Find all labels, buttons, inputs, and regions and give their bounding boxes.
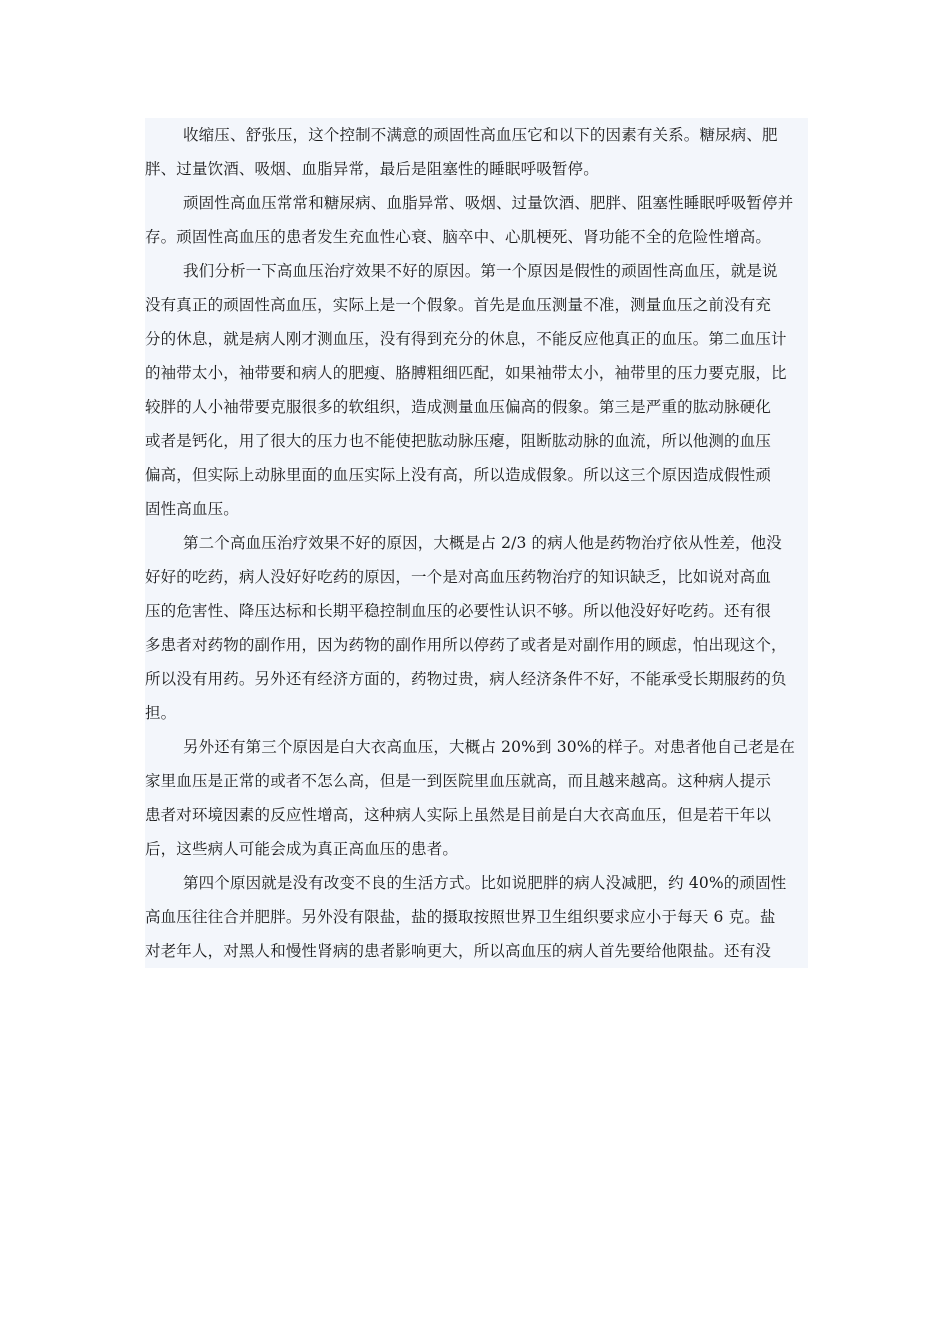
paragraph-3 — [145, 254, 808, 526]
text-line: 所以没有用药。另外还有经济方面的，药物过贵，病人经济条件不好，不能承受长期服药的负 — [145, 670, 787, 688]
text-line: 存。顽固性高血压的患者发生充血性心衰、脑卒中、心肌梗死、肾功能不全的危险性增高。 — [145, 228, 772, 246]
text-line: 收缩压、舒张压，这个控制不满意的顽固性高血压它和以下的因素有关系。糖尿病、肥 — [183, 126, 778, 144]
paragraph-2 — [145, 186, 808, 254]
text-line: 分的休息，就是病人刚才测血压，没有得到充分的休息，不能反应他真正的血压。第二血压计 — [145, 330, 787, 348]
paragraph-1 — [145, 118, 808, 186]
text-line: 家里血压是正常的或者不怎么高，但是一到医院里血压就高，而且越来越高。这种病人提示 — [145, 772, 772, 790]
text-line: 另外还有第三个原因是白大衣高血压，大概占 20%到 30%的样子。对患者他自己老是在 — [183, 738, 796, 756]
text-line: 或者是钙化，用了很大的压力也不能使把肱动脉压瘪，阻断肱动脉的血流，所以他测的血压 — [145, 432, 772, 450]
text-line: 第二个高血压治疗效果不好的原因，大概是占 2/3 的病人他是药物治疗依从性差，他没 — [183, 534, 782, 552]
text-line: 偏高，但实际上动脉里面的血压实际上没有高，所以造成假象。所以这三个原因造成假性顽 — [145, 466, 772, 484]
paragraph-4 — [145, 526, 808, 730]
text-line: 顽固性高血压常常和糖尿病、血脂异常、吸烟、过量饮酒、肥胖、阻塞性睡眠呼吸暂停并 — [183, 194, 794, 212]
text-line: 的袖带太小，袖带要和病人的肥瘦、胳膊粗细匹配，如果袖带太小，袖带里的压力要克服，比 — [145, 364, 787, 382]
text-line: 担。 — [145, 704, 177, 722]
text-line: 多患者对药物的副作用，因为药物的副作用所以停药了或者是对副作用的顾虑，怕出现这个， — [145, 636, 787, 654]
text-line: 压的危害性、降压达标和长期平稳控制血压的必要性认识不够。所以他没好好吃药。还有很 — [145, 602, 772, 620]
text-line: 较胖的人小袖带要克服很多的软组织，造成测量血压偏高的假象。第三是严重的肱动脉硬化 — [145, 398, 772, 416]
paragraph-6 — [145, 866, 808, 968]
paragraph-5 — [145, 730, 808, 866]
text-line: 我们分析一下高血压治疗效果不好的原因。第一个原因是假性的顽固性高血压，就是说 — [183, 262, 778, 280]
text-line: 高血压往往合并肥胖。另外没有限盐，盐的摄取按照世界卫生组织要求应小于每天 6 克。盐 — [145, 908, 776, 926]
text-line: 患者对环境因素的反应性增高，这种病人实际上虽然是目前是白大衣高血压，但是若干年以 — [145, 806, 772, 824]
text-line: 固性高血压。 — [145, 500, 239, 518]
text-line: 对老年人，对黑人和慢性肾病的患者影响更大，所以高血压的病人首先要给他限盐。还有没 — [145, 942, 772, 960]
text-line: 没有真正的顽固性高血压，实际上是一个假象。首先是血压测量不准，测量血压之前没有充 — [145, 296, 772, 314]
text-line: 后，这些病人可能会成为真正高血压的患者。 — [145, 840, 459, 858]
text-line: 好好的吃药，病人没好好吃药的原因，一个是对高血压药物治疗的知识缺乏，比如说对高血 — [145, 568, 772, 586]
document-body — [145, 118, 808, 968]
text-line: 第四个原因就是没有改变不良的生活方式。比如说肥胖的病人没减肥，约 40%的顽固性 — [183, 874, 787, 892]
text-line: 胖、过量饮酒、吸烟、血脂异常，最后是阻塞性的睡眠呼吸暂停。 — [145, 160, 599, 178]
